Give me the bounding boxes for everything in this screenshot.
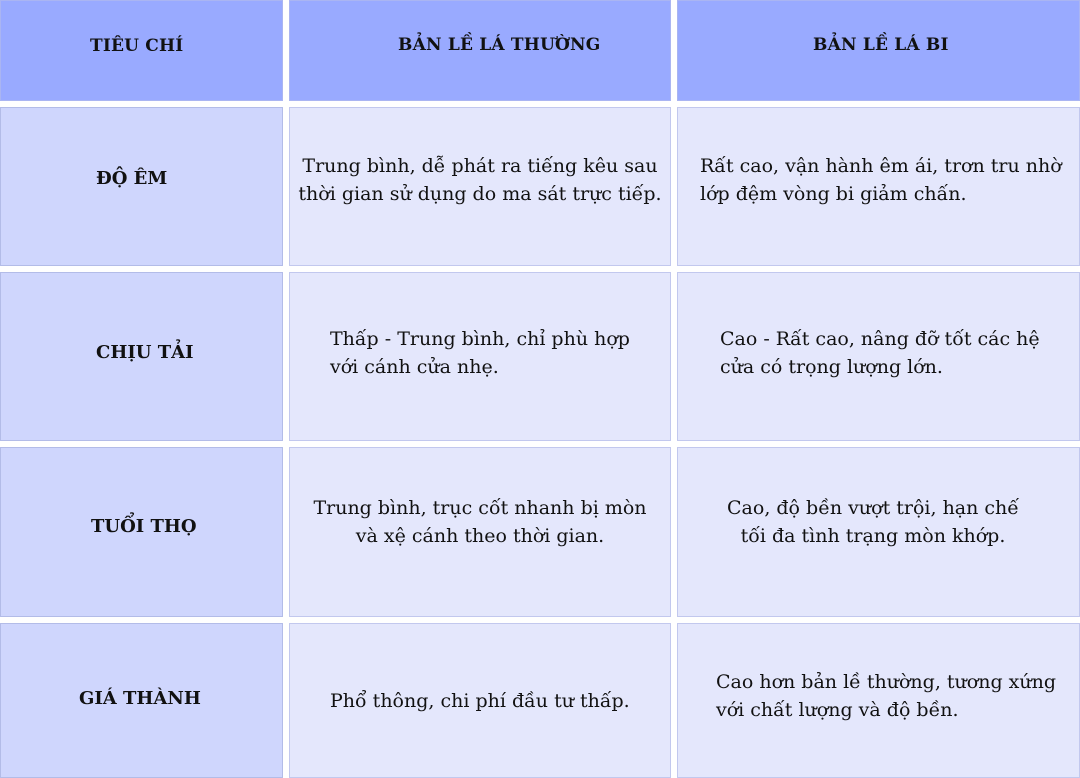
row-criteria-cell [0, 447, 283, 617]
row-ball-hinge-text: Rất cao, vận hành êm ái, trơn tru nhờ lớp đệm vòng bi giảm chấn. [700, 155, 1062, 205]
row-regular-hinge-text: Thấp - Trung bình, chỉ phù hợp với cánh cửa nhẹ. [330, 328, 630, 378]
row-regular-hinge-cell [289, 447, 671, 617]
row-ball-hinge-cell [677, 447, 1080, 617]
row-criteria-cell [0, 107, 283, 266]
header-regular-hinge-label: BẢN LỀ LÁ THƯỜNG [398, 35, 601, 55]
row-regular-hinge-cell [289, 272, 671, 441]
row-ball-hinge-cell [677, 272, 1080, 441]
row-ball-hinge-text: Cao - Rất cao, nâng đỡ tốt các hệ cửa có trọng lượng lớn. [720, 328, 1040, 378]
row-criteria-cell [0, 623, 283, 778]
row-criteria-cell [0, 272, 283, 441]
row-regular-hinge-cell [289, 623, 671, 778]
row-criteria-label: ĐỘ ÊM [96, 168, 168, 189]
row-criteria-label: TUỔI THỌ [91, 516, 197, 537]
row-regular-hinge-cell [289, 107, 671, 266]
row-criteria-label: CHỊU TẢI [96, 342, 194, 363]
header-criteria-label: TIÊU CHÍ [90, 36, 184, 56]
header-ball-hinge-label: BẢN LỀ LÁ BI [813, 35, 949, 55]
row-regular-hinge-text: Trung bình, trục cốt nhanh bị mòn và xệ cánh theo thời gian. [313, 497, 647, 547]
header-cell-criteria [0, 0, 283, 101]
row-ball-hinge-text: Cao hơn bản lề thường, tương xứng với chất lượng và độ bền. [716, 671, 1056, 721]
row-ball-hinge-cell [677, 107, 1080, 266]
row-regular-hinge-text: Phổ thông, chi phí đầu tư thấp. [330, 690, 630, 712]
row-criteria-label: GIÁ THÀNH [79, 688, 201, 709]
row-ball-hinge-text: Cao, độ bền vượt trội, hạn chế tối đa tình trạng mòn khớp. [727, 497, 1019, 547]
row-ball-hinge-cell [677, 623, 1080, 778]
header-cell-ball-hinge [677, 0, 1080, 101]
row-regular-hinge-text: Trung bình, dễ phát ra tiếng kêu sau thời gian sử dụng do ma sát trực tiếp. [298, 155, 662, 205]
header-cell-regular-hinge [289, 0, 671, 101]
